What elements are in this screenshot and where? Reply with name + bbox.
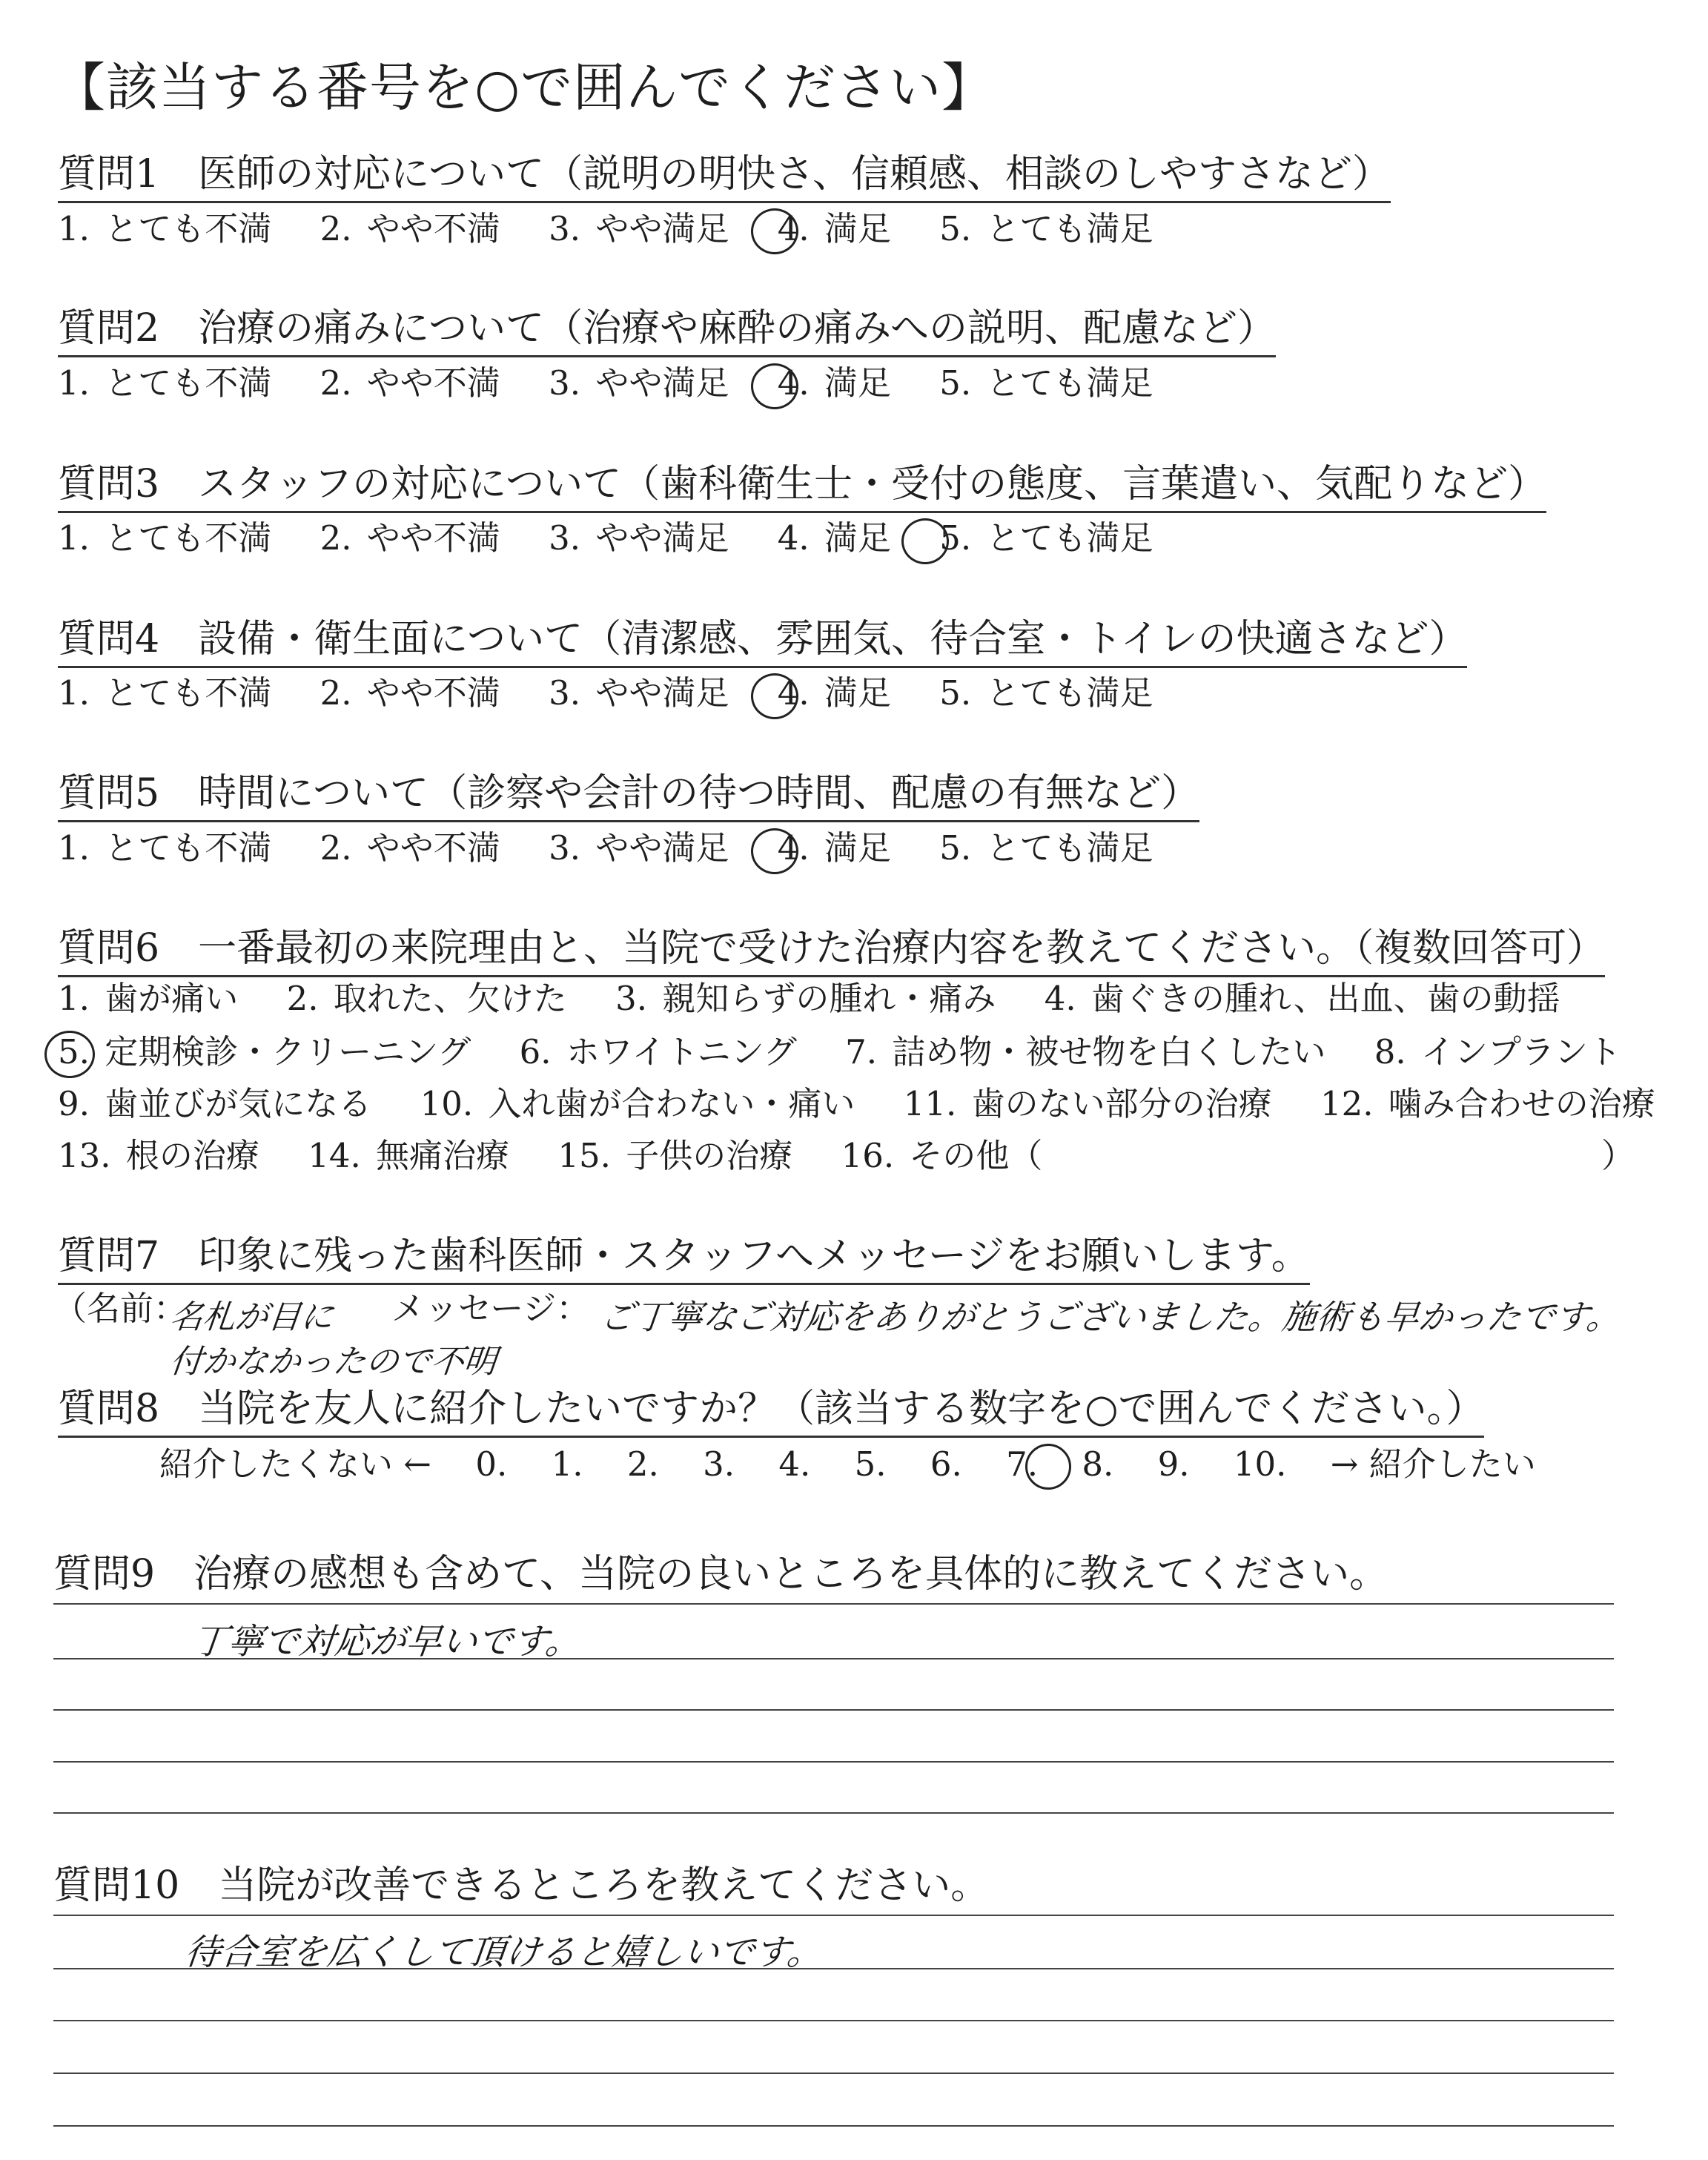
option-1[interactable]: 1. とても不満 [58, 209, 272, 248]
question-3 [58, 462, 1546, 513]
question-label: 質問2 [58, 306, 160, 351]
option-3[interactable]: 3. やや満足 [549, 209, 729, 248]
scale-2[interactable]: 2. [626, 1444, 659, 1484]
option-1[interactable]: 1. とても不満 [58, 363, 272, 403]
option[interactable]: 13. 根の治療 [58, 1136, 259, 1175]
answer-circle [44, 1031, 95, 1078]
question-text: スタッフの対応について（歯科衛生士・受付の態度、言葉遣い、気配りなど） [198, 462, 1547, 506]
question-9 [53, 1542, 1388, 1598]
option[interactable]: 14. 無痛治療 [308, 1136, 510, 1175]
question-text: 医師の対応について（説明の明快さ、信頼感、相談のしやすさなど） [198, 152, 1391, 196]
question-4 [58, 617, 1467, 668]
question-8 [58, 1387, 1484, 1438]
question-label: 質問4 [58, 617, 160, 661]
question-text: 時間について（診察や会計の待つ時間、配慮の有無など） [198, 771, 1200, 816]
answer-line [53, 2073, 1614, 2074]
option-2[interactable]: 2. やや不満 [320, 363, 500, 403]
other-close-paren: ） [1601, 1136, 1635, 1175]
scale-4[interactable]: 4. [778, 1444, 811, 1484]
option-3[interactable]: 3. やや満足 [549, 673, 729, 713]
scale-5[interactable]: 5. [854, 1444, 887, 1484]
q5-options [58, 828, 1153, 868]
option-4[interactable]: 4. 満足 [777, 518, 891, 558]
question-10 [53, 1854, 989, 1909]
question-5 [58, 771, 1199, 822]
q6-row-3 [58, 1084, 1655, 1124]
question-text: 当院が改善できるところを教えてください。 [218, 1863, 990, 1908]
option-5[interactable]: 5. とても満足 [939, 363, 1153, 403]
option-2[interactable]: 2. やや不満 [320, 673, 500, 713]
answer-circle [751, 828, 798, 874]
option-5[interactable]: 5. とても満足 [939, 209, 1153, 248]
option[interactable]: 1. 歯が痛い [58, 979, 239, 1018]
scale-right-label: → 紹介したい [1330, 1444, 1536, 1484]
name-handwritten-line-1[interactable]: 名札が目に [168, 1298, 336, 1336]
question-text: 設備・衛生面について（清潔感、雰囲気、待合室・トイレの快適さなど） [198, 617, 1468, 661]
option-3[interactable]: 3. やや満足 [549, 828, 729, 868]
question-label: 質問5 [58, 771, 160, 816]
scale-left-label: 紹介したくない ← [159, 1444, 432, 1484]
option-2[interactable]: 2. やや不満 [320, 209, 500, 248]
answer-circle [901, 518, 949, 564]
q6-row-1 [58, 979, 1560, 1019]
q8-scale [159, 1444, 1536, 1484]
question-text: 当院を友人に紹介したいですか？（該当する数字を○で囲んでください。） [198, 1387, 1485, 1431]
answer-circle [751, 673, 798, 719]
scale-8-selected[interactable]: 8. [1082, 1444, 1114, 1484]
answer-circle [751, 363, 798, 409]
answer-line [53, 1968, 1614, 1969]
question-text: 印象に残った歯科医師・スタッフへメッセージをお願いします。 [198, 1234, 1310, 1278]
question-2 [58, 306, 1276, 357]
answer-line [53, 2125, 1614, 2127]
option[interactable]: 12. 噛み合わせの治療 [1320, 1084, 1655, 1123]
name-handwritten-line-2[interactable]: 付かなかったので不明 [168, 1343, 499, 1381]
option-5[interactable]: 5. とても満足 [939, 673, 1153, 713]
question-6 [58, 926, 1605, 977]
option[interactable]: 11. 歯のない部分の治療 [903, 1084, 1272, 1123]
option-selected[interactable]: 5. 定期検診・クリーニング [58, 1032, 471, 1071]
message-label: メッセージ： [391, 1289, 590, 1328]
question-label: 質問1 [58, 152, 160, 196]
option-1[interactable]: 1. とても不満 [58, 673, 272, 713]
option[interactable]: 10. 入れ歯が合わない・痛い [420, 1084, 855, 1123]
option-1[interactable]: 1. とても不満 [58, 828, 272, 868]
answer-line [53, 2020, 1614, 2021]
question-7 [58, 1234, 1310, 1285]
scale-9[interactable]: 9. [1157, 1444, 1190, 1484]
option[interactable]: 8. インプラント [1374, 1032, 1621, 1071]
answer-line [53, 1658, 1614, 1659]
question-text: 治療の感想も含めて、当院の良いところを具体的に教えてください。 [193, 1552, 1388, 1596]
option-4-selected[interactable]: 4. 満足 [777, 363, 891, 403]
question-1 [58, 152, 1391, 203]
answer-line [53, 1915, 1614, 1916]
page-title: 【該当する番号を○で囲んでください】 [53, 57, 995, 118]
q1-options [58, 209, 1153, 249]
q3-options [58, 518, 1153, 558]
option-5[interactable]: 5. とても満足 [939, 828, 1153, 868]
option-3[interactable]: 3. やや満足 [549, 518, 729, 558]
question-label: 質問6 [58, 926, 160, 971]
name-label: （名前： [53, 1289, 188, 1328]
q6-row-2 [58, 1032, 1621, 1072]
question-text: 治療の痛みについて（治療や麻酔の痛みへの説明、配慮など） [198, 306, 1277, 351]
scale-6[interactable]: 6. [930, 1444, 962, 1484]
option-4-selected[interactable]: 4. 満足 [777, 209, 891, 248]
scale-3[interactable]: 3. [703, 1444, 735, 1484]
option-1[interactable]: 1. とても不満 [58, 518, 272, 558]
answer-line [53, 1709, 1614, 1711]
question-label: 質問10 [53, 1863, 180, 1908]
option-other[interactable]: 16. その他（ [841, 1136, 1043, 1175]
option[interactable]: 6. ホワイトニング [519, 1032, 797, 1071]
q6-row-4 [58, 1136, 1042, 1176]
option-5-selected[interactable]: 5. とても満足 [939, 518, 1153, 558]
scale-7[interactable]: 7. [1006, 1444, 1039, 1484]
scale-0[interactable]: 0. [475, 1444, 508, 1484]
answer-line [53, 1761, 1614, 1763]
question-label: 質問7 [58, 1234, 160, 1278]
option-2[interactable]: 2. やや不満 [320, 518, 500, 558]
scale-10[interactable]: 10. [1233, 1444, 1287, 1484]
option[interactable]: 15. 子供の治療 [557, 1136, 793, 1175]
question-label: 質問3 [58, 462, 160, 506]
answer-circle [1025, 1444, 1071, 1490]
message-handwritten[interactable]: ご丁寧なご対応をありがとうございました。施術も早かったです。 [598, 1297, 1623, 1337]
question-label: 質問8 [58, 1387, 160, 1431]
option[interactable]: 3. 親知らずの腫れ・痛み [615, 979, 996, 1018]
question-label: 質問9 [53, 1552, 156, 1596]
q10-handwritten-answer[interactable]: 待合室を広くして頂けると嬉しいです。 [182, 1932, 825, 1973]
answer-circle [751, 208, 798, 254]
option[interactable]: 2. 取れた、欠けた [286, 979, 567, 1018]
option-2[interactable]: 2. やや不満 [320, 828, 500, 868]
q9-handwritten-answer[interactable]: 丁寧で対応が早いです。 [190, 1621, 583, 1662]
q2-options [58, 363, 1153, 403]
question-text: 一番最初の来院理由と、当院で受けた治療内容を教えてください。（複数回答可） [198, 926, 1606, 971]
answer-line [53, 1603, 1614, 1605]
option-3[interactable]: 3. やや満足 [549, 363, 729, 403]
option-4-selected[interactable]: 4. 満足 [777, 673, 891, 713]
answer-line [53, 1812, 1614, 1814]
option[interactable]: 9. 歯並びが気になる [58, 1084, 372, 1123]
option[interactable]: 4. 歯ぐきの腫れ、出血、歯の動揺 [1044, 979, 1560, 1018]
option[interactable]: 7. 詰め物・被せ物を白くしたい [845, 1032, 1326, 1071]
scale-1[interactable]: 1. [551, 1444, 583, 1484]
option-4-selected[interactable]: 4. 満足 [777, 828, 891, 868]
q4-options [58, 673, 1153, 713]
